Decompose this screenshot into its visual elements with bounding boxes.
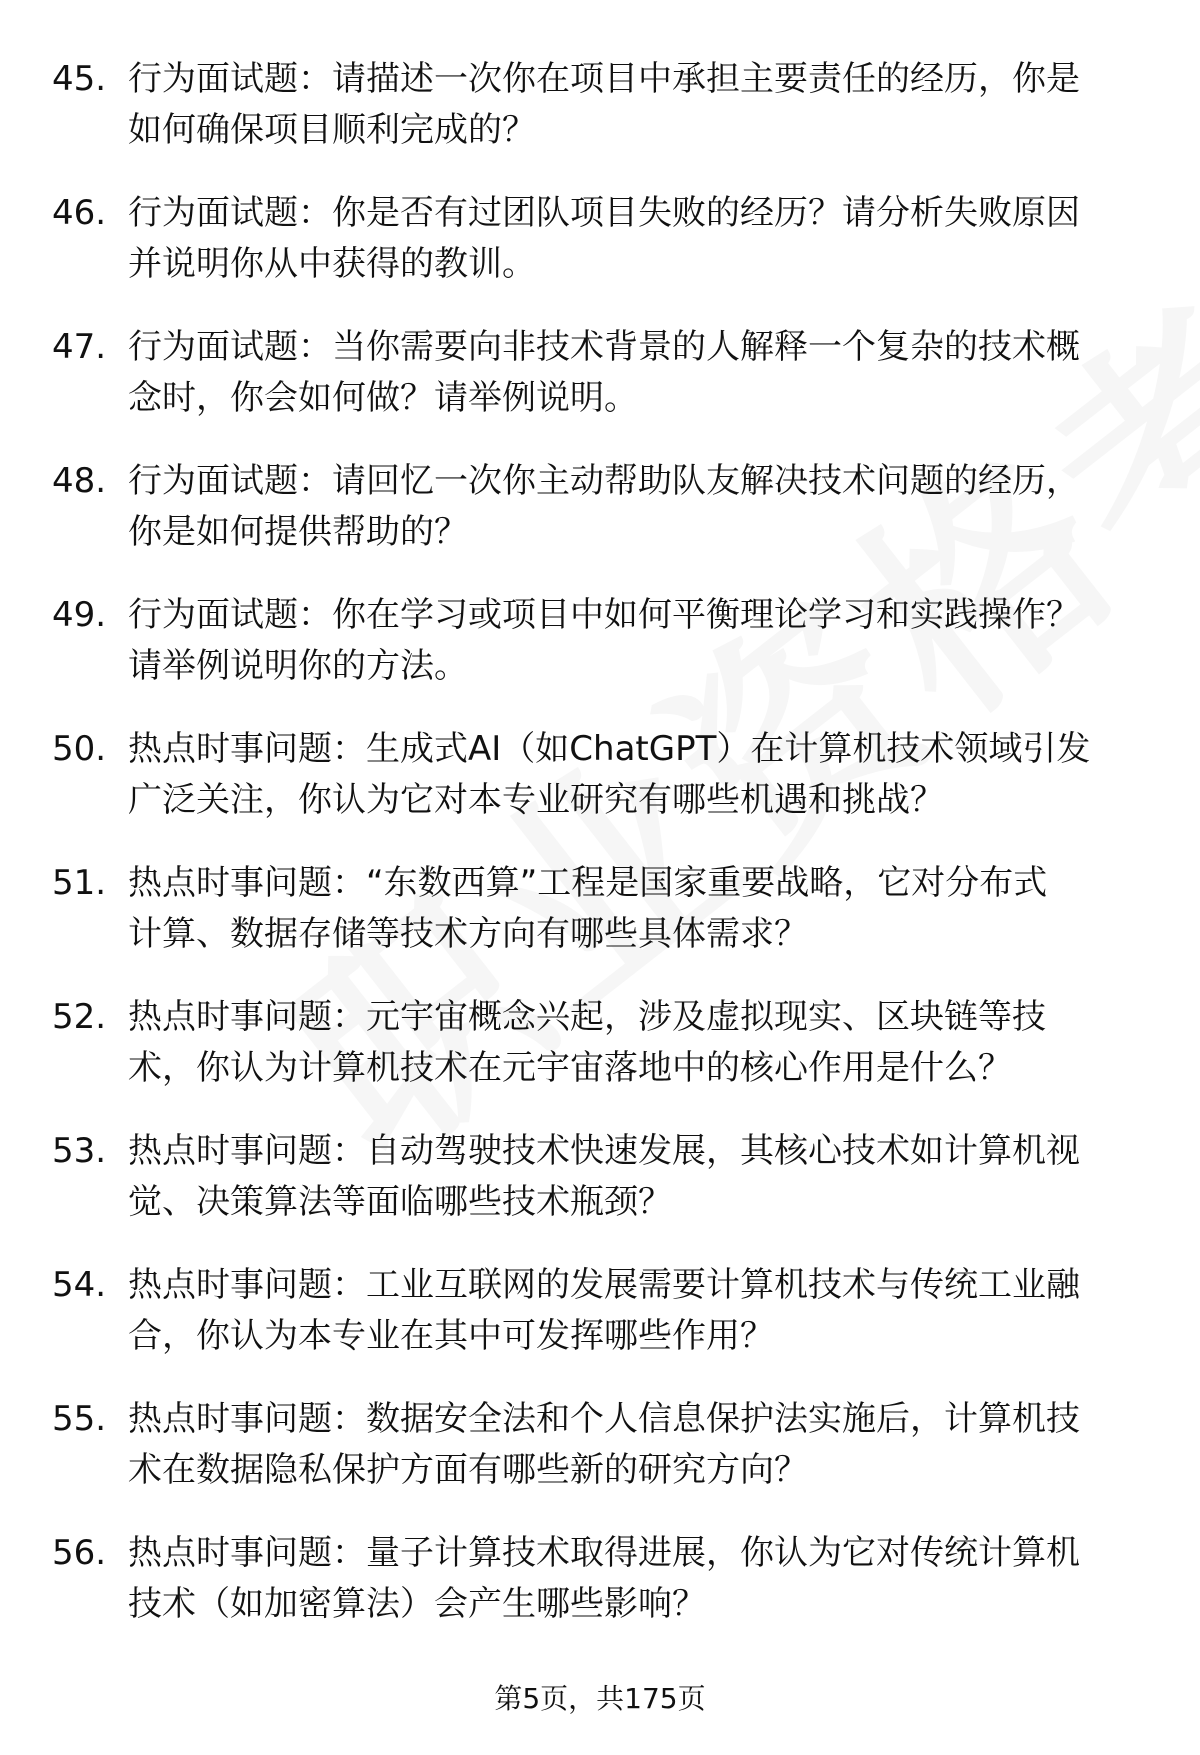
- question-line: 如何确保项目顺利完成的？: [128, 110, 536, 150]
- question-number: 56.: [52, 1533, 107, 1573]
- question-line: 术，你认为计算机技术在元宇宙落地中的核心作用是什么？: [128, 1048, 1012, 1088]
- question-item: [0, 1394, 1200, 1528]
- question-line: 术在数据隐私保护方面有哪些新的研究方向？: [128, 1450, 808, 1490]
- question-line: 热点时事问题：数据安全法和个人信息保护法实施后，计算机技: [128, 1399, 1080, 1439]
- question-line: 行为面试题：请回忆一次你主动帮助队友解决技术问题的经历，: [128, 461, 1080, 501]
- question-text: [128, 590, 1148, 692]
- page-footer: 第5页，共175页: [494, 1682, 706, 1715]
- question-text: [128, 322, 1148, 424]
- question-number: 48.: [52, 461, 107, 501]
- question-number: 45.: [52, 59, 107, 99]
- question-line: 行为面试题：你是否有过团队项目失败的经历？请分析失败原因: [128, 193, 1080, 233]
- question-number: 52.: [52, 997, 107, 1037]
- question-line: 热点时事问题：元宇宙概念兴起，涉及虚拟现实、区块链等技: [128, 997, 1046, 1037]
- question-text: [128, 724, 1148, 826]
- question-number: 51.: [52, 863, 107, 903]
- question-number: 50.: [52, 729, 107, 769]
- question-item: [0, 322, 1200, 456]
- question-text: [128, 54, 1148, 156]
- question-item: [0, 1126, 1200, 1260]
- question-line: 技术（如加密算法）会产生哪些影响？: [128, 1584, 706, 1624]
- question-item: [0, 1528, 1200, 1662]
- question-list: [0, 54, 1200, 1662]
- question-number: 55.: [52, 1399, 107, 1439]
- question-item: [0, 992, 1200, 1126]
- question-text: [128, 992, 1148, 1094]
- question-item: [0, 54, 1200, 188]
- question-text: [128, 858, 1148, 960]
- question-text: [128, 1260, 1148, 1362]
- question-item: [0, 456, 1200, 590]
- question-number: 46.: [52, 193, 107, 233]
- question-text: [128, 1394, 1148, 1496]
- question-item: [0, 724, 1200, 858]
- question-text: [128, 456, 1148, 558]
- question-item: [0, 858, 1200, 992]
- question-line: 合，你认为本专业在其中可发挥哪些作用？: [128, 1316, 774, 1356]
- question-line: 念时，你会如何做？请举例说明。: [128, 378, 638, 418]
- question-item: [0, 590, 1200, 724]
- question-line: 觉、决策算法等面临哪些技术瓶颈？: [128, 1182, 672, 1222]
- question-line: 广泛关注，你认为它对本专业研究有哪些机遇和挑战？: [128, 780, 944, 820]
- question-text: [128, 1126, 1148, 1228]
- question-line: 热点时事问题：生成式AI（如ChatGPT）在计算机技术领域引发: [128, 729, 1091, 769]
- question-number: 53.: [52, 1131, 107, 1171]
- question-text: [128, 188, 1148, 290]
- question-number: 47.: [52, 327, 107, 367]
- question-line: 计算、数据存储等技术方向有哪些具体需求？: [128, 914, 808, 954]
- question-line: 热点时事问题：量子计算技术取得进展，你认为它对传统计算机: [128, 1533, 1080, 1573]
- question-line: 热点时事问题：工业互联网的发展需要计算机技术与传统工业融: [128, 1265, 1080, 1305]
- question-line: 行为面试题：你在学习或项目中如何平衡理论学习和实践操作？: [128, 595, 1080, 635]
- question-item: [0, 188, 1200, 322]
- question-number: 49.: [52, 595, 107, 635]
- question-item: [0, 1260, 1200, 1394]
- question-line: 行为面试题：请描述一次你在项目中承担主要责任的经历，你是: [128, 59, 1080, 99]
- question-text: [128, 1528, 1148, 1630]
- question-number: 54.: [52, 1265, 107, 1305]
- question-line: 热点时事问题：自动驾驶技术快速发展，其核心技术如计算机视: [128, 1131, 1080, 1171]
- question-line: 你是如何提供帮助的？: [128, 512, 468, 552]
- question-line: 行为面试题：当你需要向非技术背景的人解释一个复杂的技术概: [128, 327, 1080, 367]
- question-line: 热点时事问题：“东数西算”工程是国家重要战略，它对分布式: [128, 863, 1048, 903]
- question-line: 请举例说明你的方法。: [128, 646, 468, 686]
- question-line: 并说明你从中获得的教训。: [128, 244, 536, 284]
